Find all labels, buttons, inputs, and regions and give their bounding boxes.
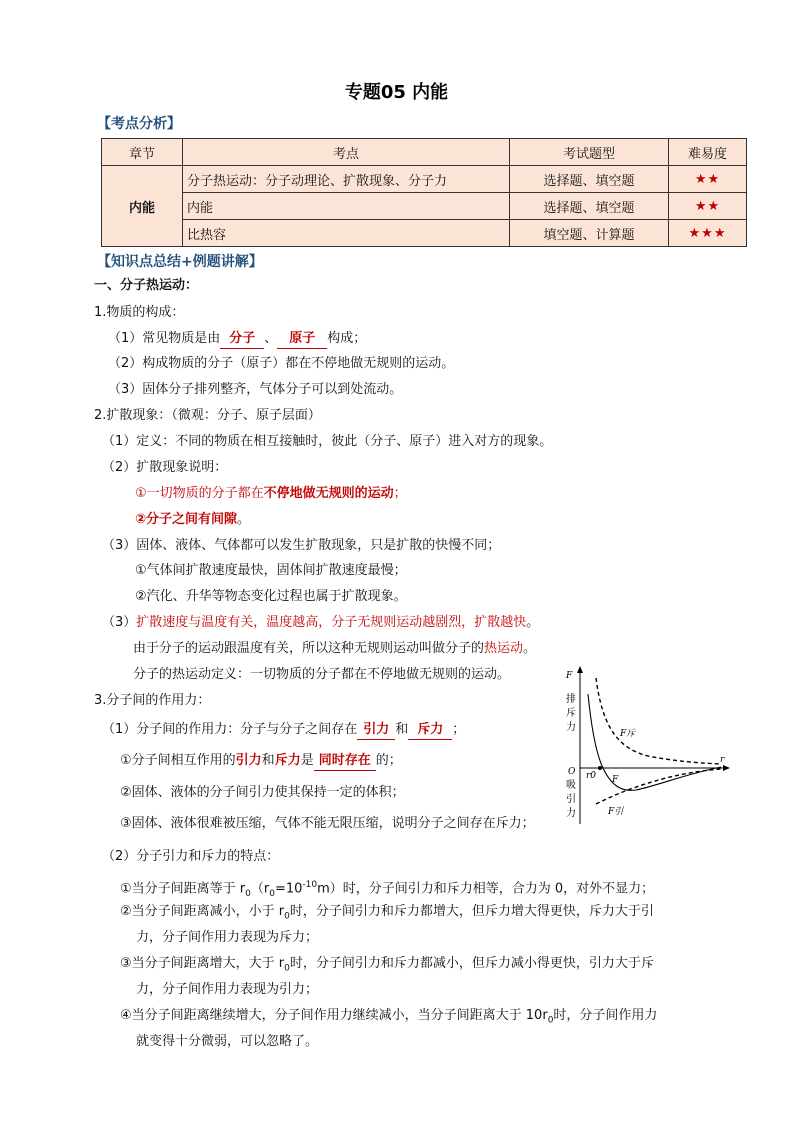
text: 不停地做无规则的运动 bbox=[263, 486, 394, 501]
table-header: 考试题型 bbox=[510, 139, 669, 166]
table-header: 难易度 bbox=[669, 139, 747, 166]
subscript: 0 bbox=[284, 911, 290, 922]
force-feature-1 bbox=[120, 876, 654, 903]
repel-char: 排 bbox=[566, 694, 576, 705]
section-heading-analysis: 【考点分析】 bbox=[97, 116, 181, 132]
text: 扩散速度与温度有关，温度越高，分子无规则运动越剧烈，扩散越快 bbox=[136, 615, 527, 630]
r0-label: r0 bbox=[586, 771, 597, 781]
heading-molecular-motion: 一、分子热运动： bbox=[94, 278, 199, 293]
attract-char: 吸 bbox=[566, 780, 576, 791]
text: （3） bbox=[102, 615, 137, 630]
resultant-label: F bbox=[612, 775, 619, 785]
text: 时，分子间作用力 bbox=[553, 1008, 658, 1023]
molecular-force-graph bbox=[556, 664, 736, 834]
attract-char: 引 bbox=[566, 794, 576, 805]
force-line-2 bbox=[120, 752, 402, 771]
type-cell: 选择题、填空题 bbox=[510, 193, 669, 220]
attraction-label: F引 bbox=[608, 807, 624, 817]
diffusion-point-2 bbox=[135, 511, 250, 529]
diffusion-point-1 bbox=[135, 485, 407, 503]
f-axis-arrow bbox=[577, 666, 583, 673]
difficulty-stars: ★★★ bbox=[669, 220, 747, 247]
force-line-1 bbox=[102, 721, 465, 740]
text: 斥力 bbox=[274, 753, 301, 768]
text: 是 bbox=[300, 753, 314, 768]
subscript: 0 bbox=[269, 888, 275, 899]
difficulty-stars: ★★ bbox=[669, 193, 747, 220]
text: 时，分子间引力和斥力都增大，但斥力增大得更快，斥力大于引 bbox=[289, 904, 654, 919]
text: ①一切物质的分子都在 bbox=[135, 486, 264, 501]
text: ②当分子间距离减小，小于 r bbox=[120, 904, 285, 919]
exam-points-table bbox=[101, 138, 747, 247]
table-row bbox=[102, 193, 747, 220]
force-feature-3 bbox=[120, 955, 654, 978]
text: ①分子间相互作用的 bbox=[120, 753, 236, 768]
text: （1）常见物质是由 bbox=[108, 331, 221, 346]
subscript: 0 bbox=[547, 1015, 554, 1026]
r0-point bbox=[598, 766, 602, 770]
repulsion-curve bbox=[596, 678, 721, 764]
diffusion-states-b: ②汽化、升华等物态变化过程也属于扩散现象。 bbox=[135, 589, 407, 604]
table-header: 考点 bbox=[183, 139, 510, 166]
diffusion-definition: （1）定义：不同的物质在相互接触时，彼此（分子、原子）进入对方的现象。 bbox=[102, 434, 553, 449]
force-feature-2-cont: 力，分子间作用力表现为斥力； bbox=[136, 930, 319, 945]
page-title: 专题05 内能 bbox=[344, 82, 449, 103]
force-feature-4 bbox=[120, 1007, 657, 1030]
text: ②分子之间有间隙 bbox=[135, 512, 238, 527]
text: 时，分子间引力和斥力都减小，但斥力减小得更快，引力大于斥 bbox=[289, 956, 654, 971]
text: 引力 bbox=[235, 753, 262, 768]
diffusion-states: （3）固体、液体、气体都可以发生扩散现象，只是扩散的快慢不同； bbox=[102, 538, 501, 553]
text: ③当分子间距离增大，大于 r bbox=[120, 956, 285, 971]
text: 。 bbox=[526, 615, 540, 630]
composition-line-2: （2）构成物质的分子（原子）都在不停地做无规则的运动。 bbox=[108, 356, 455, 371]
subscript: 0 bbox=[245, 888, 251, 899]
topic-cell: 分子热运动：分子动理论、扩散现象、分子力 bbox=[183, 166, 510, 193]
text: 和 bbox=[261, 753, 275, 768]
type-cell: 选择题、填空题 bbox=[510, 166, 669, 193]
difficulty-stars: ★★ bbox=[669, 166, 747, 193]
force-features-head: （2）分子引力和斥力的特点： bbox=[102, 849, 280, 864]
text: ； bbox=[393, 486, 407, 501]
text: ④当分子间距离继续增大，分子间作用力继续减小，当分子间距离大于 10r bbox=[120, 1008, 548, 1023]
subscript: 0 bbox=[284, 963, 290, 974]
r-axis-label: r bbox=[720, 755, 725, 765]
force-feature-4-cont: 就变得十分微弱，可以忽略了。 bbox=[136, 1034, 319, 1049]
force-feature-2 bbox=[120, 903, 654, 926]
f-axis-label: F bbox=[566, 671, 573, 681]
superscript: -10 bbox=[302, 880, 318, 890]
force-feature-3-cont: 力，分子间作用力表现为引力； bbox=[136, 982, 319, 997]
text: ①当分子间距离等于 r bbox=[120, 881, 246, 897]
table-header: 章节 bbox=[102, 139, 183, 166]
answer-blank: 引力 bbox=[357, 721, 395, 740]
text: 。 bbox=[523, 641, 537, 656]
repulsion-label: F斥 bbox=[620, 729, 636, 739]
table-row bbox=[102, 166, 747, 193]
table-header-row bbox=[102, 139, 747, 166]
repel-char: 力 bbox=[566, 722, 576, 733]
text: =10 bbox=[274, 881, 303, 897]
attract-char: 力 bbox=[566, 808, 576, 819]
composition-line-3: （3）固体分子排列整齐，气体分子可以到处流动。 bbox=[108, 382, 403, 397]
table-row bbox=[102, 220, 747, 247]
sub-heading-molecular-force: 3.分子间的作用力： bbox=[94, 693, 211, 708]
text: （r bbox=[250, 881, 270, 897]
answer-blank: 同时存在 bbox=[314, 752, 376, 771]
text: 、 bbox=[264, 331, 278, 346]
sub-heading-diffusion: 2.扩散现象：（微观：分子、原子层面） bbox=[94, 408, 321, 423]
topic-cell: 内能 bbox=[183, 193, 510, 220]
repel-char: 斥 bbox=[566, 708, 576, 719]
origin-label: O bbox=[568, 767, 576, 777]
text: （1）分子间的作用力：分子与分子之间存在 bbox=[102, 722, 358, 737]
force-line-3: ②固体、液体的分子间引力使其保持一定的体积； bbox=[120, 785, 405, 800]
sub-heading-composition: 1.物质的构成： bbox=[94, 305, 185, 320]
force-line-4: ③固体、液体很难被压缩，气体不能无限压缩，说明分子之间存在斥力； bbox=[120, 816, 535, 831]
diffusion-temperature bbox=[102, 614, 539, 632]
topic-cell: 比热容 bbox=[183, 220, 510, 247]
thermal-motion-definition: 分子的热运动定义：一切物质的分子都在不停地做无规则的运动。 bbox=[133, 667, 511, 682]
text: 构成； bbox=[327, 331, 367, 346]
composition-line-1 bbox=[108, 330, 366, 349]
answer-blank: 斥力 bbox=[408, 721, 452, 740]
diffusion-states-a: ①气体间扩散速度最快，固体间扩散速度最慢； bbox=[135, 563, 407, 578]
text: ； bbox=[452, 722, 466, 737]
r-axis-arrow bbox=[723, 765, 730, 771]
text: m）时，分子间引力和斥力相等，合力为 0，对外不显力； bbox=[317, 881, 655, 897]
answer-blank: 原子 bbox=[277, 330, 327, 349]
type-cell: 填空题、计算题 bbox=[510, 220, 669, 247]
text: 。 bbox=[237, 512, 251, 527]
resultant-force-curve bbox=[588, 694, 721, 790]
thermal-motion-line bbox=[133, 640, 536, 658]
section-heading-summary: 【知识点总结+例题讲解】 bbox=[97, 254, 263, 270]
chapter-cell: 内能 bbox=[102, 166, 183, 247]
text: 热运动 bbox=[484, 641, 524, 656]
diffusion-explanation-head: （2）扩散现象说明： bbox=[102, 460, 228, 475]
text: 的； bbox=[375, 753, 402, 768]
text: 和 bbox=[395, 722, 409, 737]
answer-blank: 分子 bbox=[220, 330, 264, 349]
text: 由于分子的运动跟温度有关，所以这种无规则运动叫做分子的 bbox=[133, 641, 485, 656]
